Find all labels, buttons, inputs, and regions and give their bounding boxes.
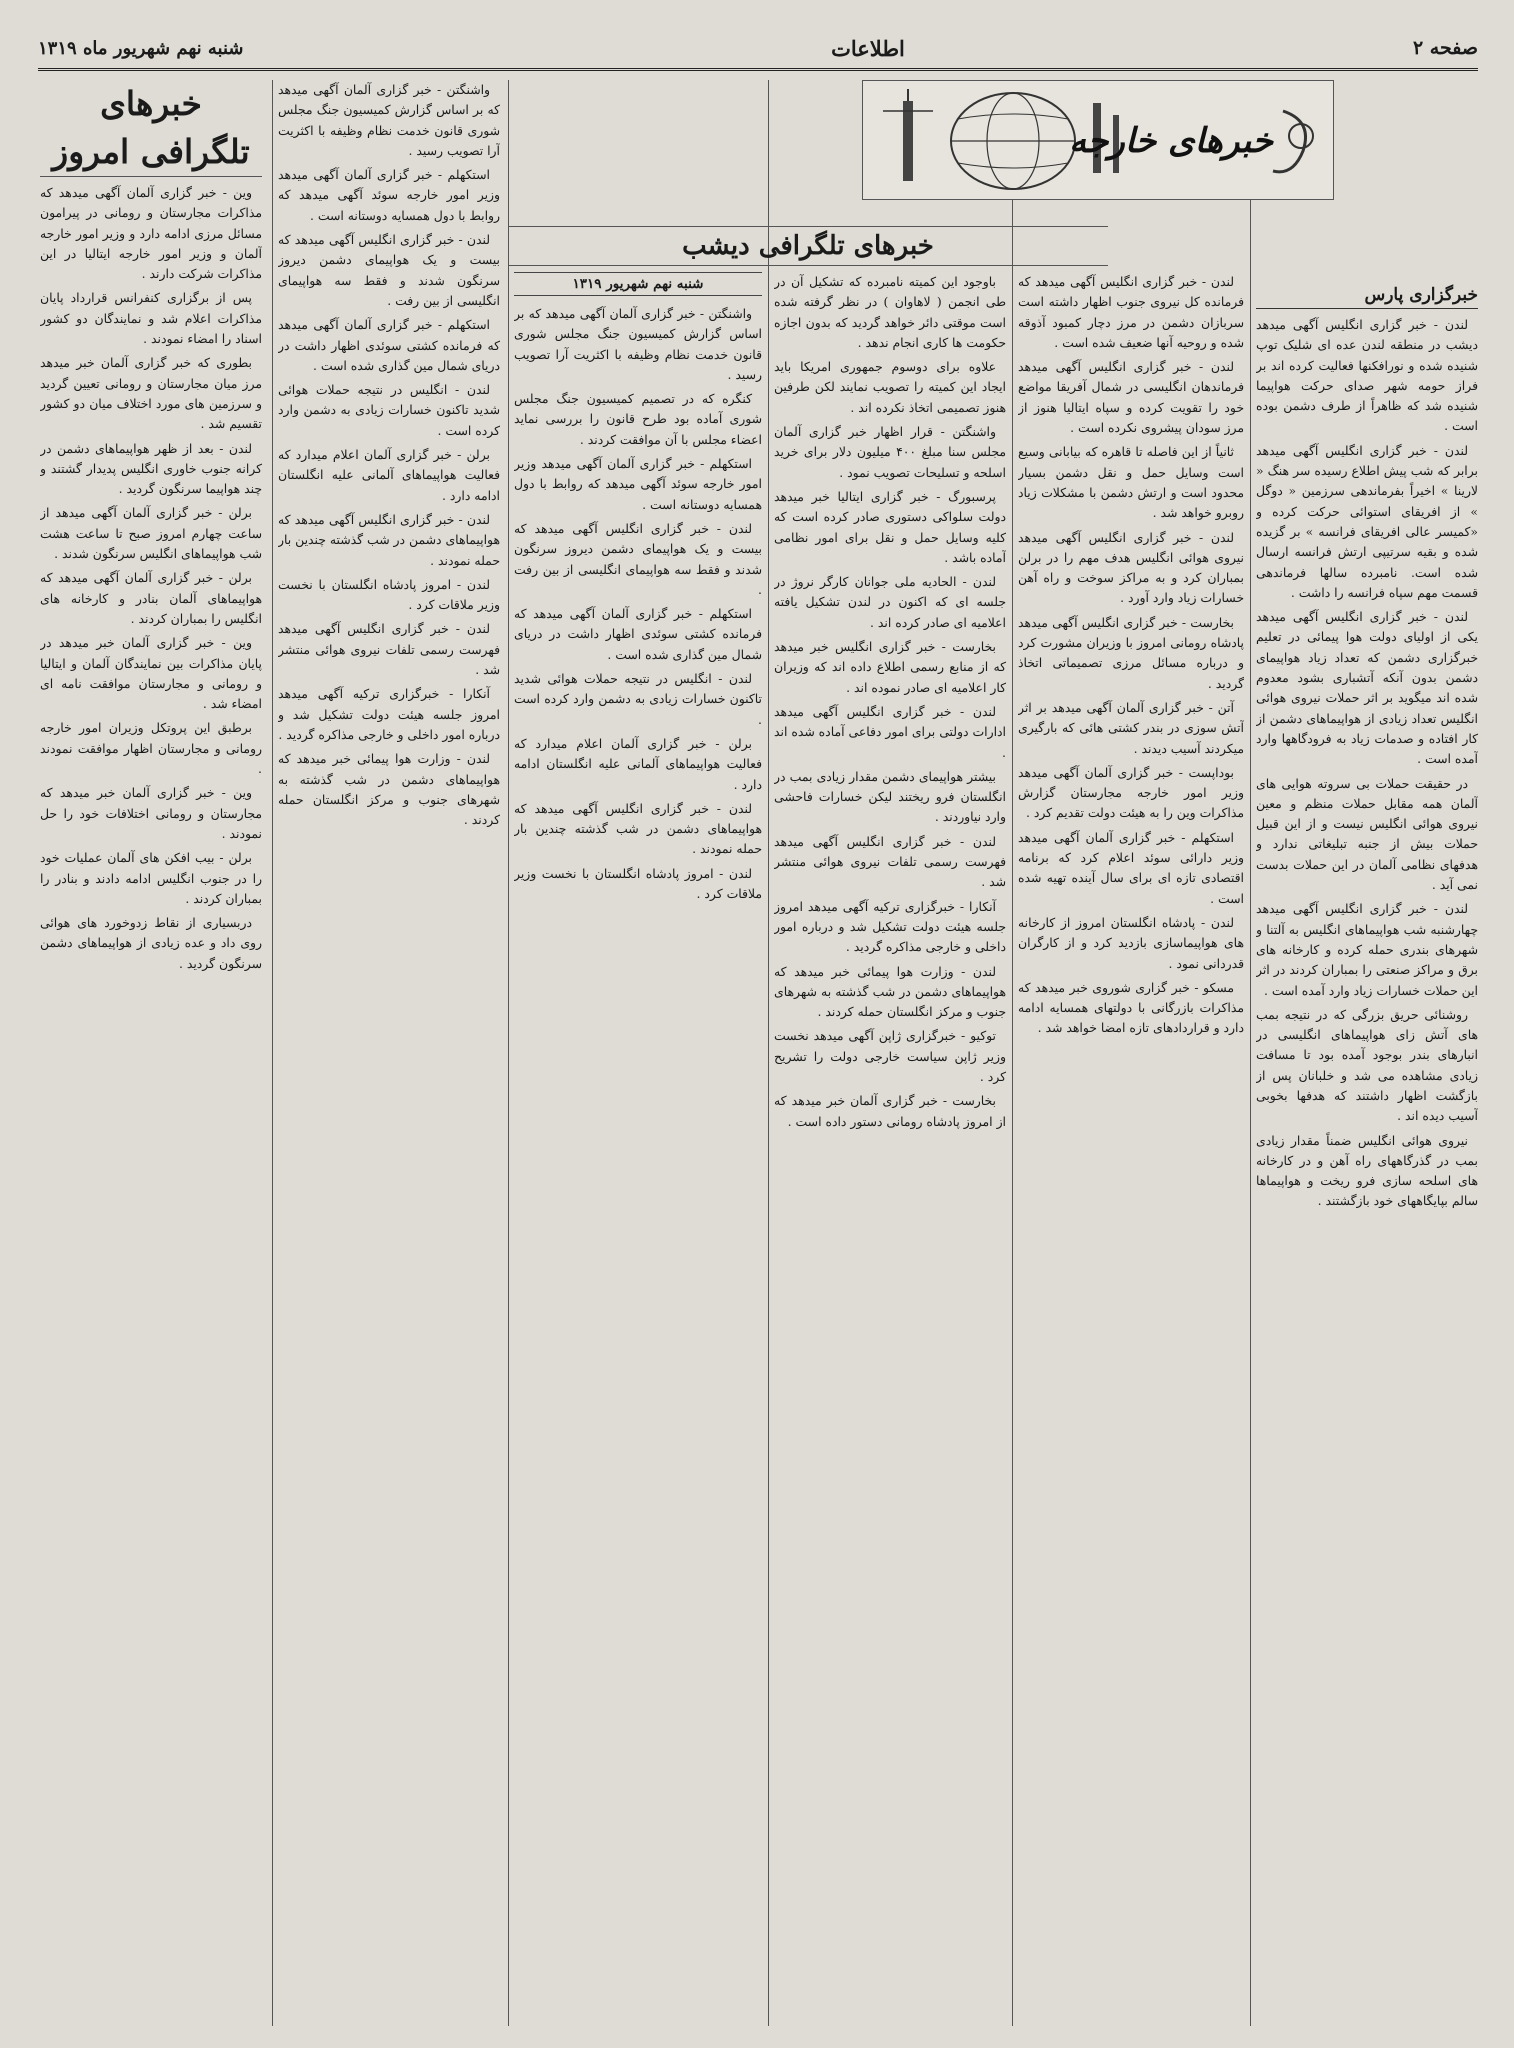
news-item: استکهلم - خبر گزاری آلمان آگهی میدهد وزیر دارائی سوئد اعلام کرد که برنامه اقتصادی تازه ای برای سال آینده تهیه شده است .: [1018, 829, 1244, 906]
news-item: باوجود این کمیته نامبرده که تشکیل آن در طی انجمن ( لاهاوان ) در نظر گرفته شده است موقتی دائر خواهد گردید که بدون اجازه حکومت ها کاری انجام ندهد .: [774, 274, 1006, 350]
news-item: بخارست - خبر گزاری انگلیس آگهی میدهد پادشاه رومانی امروز با وزیران مشورت کرد و درباره مسائل مرزی تصمیماتی اتخاذ گردید .: [1018, 614, 1244, 691]
news-item: برطبق این پروتکل وزیران امور خارجه رومانی و مجارستان اظهار موافقت نمودند .: [40, 720, 262, 777]
news-item: لندن - خبر گزاری انگلیس آگهی میدهد یکی از اولیای دولت هوا پیمائی در تعلیم خبرگزاری دشمن که تعداد زیاد هواپیمای دشمن بدون آنکه آتشباری بشود معدوم شده اند میگوید بر اثر حملات نیروی هوائی انگلیس تعداد زیادی از هواپیماهای دشمن از کار افتاده و صدمات زیاد به فرودگاهها وارد آمده است .: [1256, 609, 1478, 767]
news-item: آنکارا - خبرگزاری ترکیه آگهی میدهد امروز جلسه هیئت دولت تشکیل شد و درباره امور داخلی و خارجی مذاکره گردید .: [774, 898, 1006, 955]
column-rule: [768, 80, 769, 2026]
news-item: واشنگتن - قرار اظهار خبر گزاری آلمان مجلس سنا مبلغ ۴۰۰ میلیون دلار برای خرید اسلحه و تسلیحات تصویب نمود .: [774, 424, 1006, 480]
news-item: کنگره که در تصمیم کمیسیون جنگ مجلس شوری آماده بود طرح قانون را بررسی نماید اعضاء مجلس با آن موافقت کردند .: [514, 391, 762, 447]
news-item: وین - خبر گزاری آلمان خبر میدهد که مجارستان و رومانی اختلافات خود را حل نمودند .: [40, 785, 262, 841]
issue-date: شنبه نهم شهریور ماه ۱۳۱۹: [38, 37, 244, 59]
news-item: لندن - خبر گزاری انگلیس آگهی میدهد که بیست و یک هواپیمای دشمن دیروز سرنگون شدند و فقط سه هواپیمای انگلیسی از بین رفت .: [514, 520, 762, 597]
news-item: نیروی هوائی انگلیس ضمناً مقدار زیادی بمب در گذرگاههای راه آهن و در کارخانه های اسلحه سازی فرو ریخت و هواپیماها سالم بپایگاههای خود بازگشتند .: [1256, 1132, 1478, 1209]
column-4: [514, 80, 762, 2028]
page-number: صفحه ۲: [1412, 37, 1478, 59]
news-item: لندن - خبر گزاری انگلیس آگهی میدهد دیشب در منطقه لندن عده ای شلیک توپ شنیده شده و نورافکنها فعالیت کرده اند بر فراز حومه شهر صدای حرکت هواپیما شنیده شد که ظاهراً از طرف دشمن بوده است .: [1256, 317, 1478, 434]
news-item: استکهلم - خبر گزاری آلمان آگهی میدهد وزیر امور خارجه سوئد آگهی میدهد که روابط با دول همسایه دوستانه است .: [278, 167, 500, 223]
news-item: برلن - بیب افکن های آلمان عملیات خود را در جنوب انگلیس ادامه دادند و بنادر را بمباران کردند .: [40, 850, 262, 906]
news-item: آتن - خبر گزاری آلمان آگهی میدهد بر اثر آتش سوزی در بندر کشتی هائی که بارگیری میکردند آسیب دیدند .: [1018, 699, 1244, 756]
news-item: واشنگتن - خبر گزاری آلمان آگهی میدهد که بر اساس گزارش کمیسیون جنگ مجلس شوری قانون خدمت نظام وظیفه با اکثریت آرا تصویب رسید .: [514, 306, 762, 382]
news-item: بخارست - خبر گزاری انگلیس خبر میدهد که از منابع رسمی اطلاع داده اند که وزیران کار اعلامیه ای صادر نموده اند .: [774, 639, 1006, 695]
news-item: بیشتر هواپیمای دشمن مقدار زیادی بمب در انگلستان فرو ریختند لیکن خسارات فاحشی وارد نیاوردند .: [774, 768, 1006, 825]
news-item: لندن - خبر گزاری انگلیس آگهی میدهد برابر که شب پیش اطلاع رسیده سر هنگ « لارینا » اخیراً بفرماندهی سرزمین « دوگل » از افریقای استوائی حرکت کرده و «کمیسر عالی افریقای فرانسه » بر گزیده شده و بقیه سرتیپی ارتش فرانسه ارسال شده است. نامبرده سالها فرماندهی قسمت مهم سپاه فرانسه را داشت .: [1256, 442, 1478, 600]
column-2: [1018, 272, 1244, 2028]
news-item: لندن - خبر گزاری انگلیس آگهی میدهد که هواپیماهای دشمن در شب گذشته چندین بار حمله نمودند .: [278, 511, 500, 568]
news-item: لندن - انگلیس در نتیجه حملات هوائی شدید تاکنون خسارات زیادی به دشمن وارد کرده است .: [278, 382, 500, 438]
pars-agency-heading: خبرگزاری پارس: [1256, 282, 1478, 309]
news-item: لندن - خبر گزاری انگلیس آگهی میدهد فهرست رسمی تلفات نیروی هوائی منتشر شد .: [278, 621, 500, 678]
news-item: برلن - خبر گزاری آلمان آگهی میدهد که هواپیماهای آلمان بنادر و کارخانه های انگلیس را بمباران کردند .: [40, 570, 262, 626]
news-item: استکهلم - خبر گزاری آلمان آگهی میدهد وزیر امور خارجه سوئد آگهی میدهد که روابط با دول همسایه دوستانه است .: [514, 456, 762, 512]
news-item: لندن - خبر گزاری انگلیس آگهی میدهد فرماندهان انگلیسی در شمال آفریقا مواضع خود را تقویت کرده و سپاه ایتالیا هنوز از مرز سودان پیشروی نکرده است .: [1018, 359, 1244, 436]
news-item: لندن - وزارت هوا پیمائی خبر میدهد که هواپیماهای دشمن در شب گذشته به شهرهای جنوب و مرکز انگلستان حمله کردند .: [774, 963, 1006, 1020]
news-item: توکیو - خبرگزاری ژاپن آگهی میدهد نخست وزیر ژاپن سیاست خارجی دولت را تشریح کرد .: [774, 1028, 1006, 1084]
news-item: لندن - پادشاه انگلستان امروز از کارخانه های هواپیماسازی بازدید کرد و از کارگران قدردانی نمود .: [1018, 914, 1244, 971]
section-headline-night-telegraph: خبرهای تلگرافی دیشب: [508, 226, 1108, 266]
news-item: برلن - خبر گزاری آلمان اعلام میدارد که فعالیت هواپیماهای آلمانی علیه انگلستان ادامه دارد .: [514, 735, 762, 792]
news-item: لندن - خبر گزاری انگلیس آگهی میدهد فهرست رسمی تلفات نیروی هوائی منتشر شد .: [774, 833, 1006, 890]
news-item: لندن - بعد از ظهر هواپیماهای دشمن در کرانه جنوب خاوری انگلیس پدیدار گشتند و چند هواپیما سرنگون گردید .: [40, 440, 262, 497]
news-item: وین - خبر گزاری آلمان آگهی میدهد که مذاکرات مجارستان و رومانی در پیرامون مسائل مرزی ادامه دارد و وزیر امور خارجه آلمان و وزیر امور خارجه ایتالیا در این مذاکرات شرکت دارند .: [40, 185, 262, 282]
column-rule: [272, 80, 273, 2026]
news-item: لندن - وزارت هوا پیمائی خبر میدهد که هواپیماهای دشمن در شب گذشته به شهرهای جنوب و مرکز انگلستان حمله کردند .: [278, 751, 500, 828]
column-3: [774, 272, 1006, 2028]
news-item: برلن - خبر گزاری آلمان اعلام میدارد که فعالیت هواپیماهای آلمانی علیه انگلستان ادامه دارد .: [278, 447, 500, 503]
newspaper-name: اطلاعات: [831, 35, 905, 61]
news-item: لندن - امروز پادشاه انگلستان با نخست وزیر ملاقات کرد .: [278, 576, 500, 613]
news-item: لندن - خبر گزاری انگلیس آگهی میدهد چهارشنبه شب هواپیماهای انگلیس به آلتنا و شهرهای بندری حمله کرده و کارخانه های برق و مراکز صنعتی را بمباران کردند در اثر این حملات خسارات زیاد وارد آمده است .: [1256, 901, 1478, 998]
news-item: مسکو - خبر گزاری شوروی خبر میدهد که مذاکرات بازرگانی با دولتهای همسایه ادامه دارد و قراردادهای تازه امضا خواهد شد .: [1018, 979, 1244, 1036]
news-item: در حقیقت حملات بی سروته هوایی های آلمان همه مقابل حملات منظم و معین نیروی هوائی انگلیس نیست و از این قبیل حملات بیش از جنبه تبلیغاتی ندارد و هدفهای نظامی آلمان در این حملات بدست نمی آید .: [1256, 775, 1478, 893]
column-rule: [508, 80, 509, 2026]
column-5: [40, 80, 262, 2028]
news-item: لندن - الحادیه ملی جوانان کارگر نروژ در جلسه ای که اکنون در لندن تشکیل یافته اعلامیه ای صادر کرده اند .: [774, 574, 1006, 630]
news-item: وین - خبر گزاری آلمان خبر میدهد در پایان مذاکرات بین نمایندگان آلمان و ایتالیا و رومانی و مجارستان موافقت نامه ای امضاء شد .: [40, 635, 262, 712]
news-item: آنکارا - خبرگزاری ترکیه آگهی میدهد امروز جلسه هیئت دولت تشکیل شد و درباره امور داخلی و خارجی مذاکره گردید .: [278, 686, 500, 742]
news-item: واشنگتن - خبر گزاری آلمان آگهی میدهد که بر اساس گزارش کمیسیون جنگ مجلس شوری قانون خدمت نظام وظیفه با اکثریت آرا تصویب رسید .: [278, 82, 500, 158]
news-item: برلن - خبر گزاری آلمان آگهی میدهد از ساعت چهارم امروز صبح تا ساعت هشت شب هواپیماهای انگلیس سرنگون شدند .: [40, 505, 262, 562]
column-5b: [278, 80, 500, 2028]
news-item: لندن - امروز پادشاه انگلستان با نخست وزیر ملاقات کرد .: [514, 865, 762, 902]
news-item: بوداپست - خبر گزاری آلمان آگهی میدهد وزیر امور خارجه مجارستان گزارش مذاکرات وین را به هیئت دولت تقدیم کرد .: [1018, 764, 1244, 821]
section-dateline: شنبه نهم شهریور ۱۳۱۹: [514, 272, 762, 296]
news-item: لندن - خبر گزاری انگلیس آگهی میدهد نیروی هوائی انگلیس هدف مهم را در برلن بمباران کرد و به مراکز سوخت و راه آهن خسارات زیاد وارد آورد .: [1018, 529, 1244, 606]
news-item: لندن - خبر گزاری انگلیس آگهی میدهد که بیست و یک هواپیمای دشمن دیروز سرنگون شدند و فقط سه هواپیمای انگلیسی از بین رفت .: [278, 232, 500, 308]
news-item: لندن - خبر گزاری انگلیس آگهی میدهد ادارات دولتی برای امور دفاعی آماده شده اند .: [774, 703, 1006, 760]
news-item: لندن - انگلیس در نتیجه حملات هوائی شدید تاکنون خسارات زیادی به دشمن وارد کرده است .: [514, 671, 762, 727]
news-item: لندن - خبر گزاری انگلیس آگهی میدهد که هواپیماهای دشمن در شب گذشته چندین بار حمله نمودند .: [514, 800, 762, 857]
news-item: ثانیاً از این فاصله تا قاهره که بیابانی وسیع است وسایل حمل و نقل دشمن بسیار محدود است و ارتش دشمن با مشکلات زیاد روبرو خواهد شد .: [1018, 444, 1244, 521]
column-rule: [1250, 80, 1251, 2026]
section-headline-today-telegraph: خبرهای تلگرافی امروز: [40, 80, 262, 177]
foreign-news-banner: [862, 80, 1334, 200]
news-item: استکهلم - خبر گزاری آلمان آگهی میدهد که فرمانده کشتی سوئدی اظهار داشت در دریای شمال مین گذاری شده است .: [514, 606, 762, 662]
news-item: لندن - خبر گزاری انگلیس آگهی میدهد که فرمانده کل نیروی جنوب اظهار داشته است سربازان دشمن در مرز دچار کمبود آذوقه شده و روحیه آنها ضعیف شده است .: [1018, 274, 1244, 350]
news-item: استکهلم - خبر گزاری آلمان آگهی میدهد که فرمانده کشتی سوئدی اظهار داشت در دریای شمال مین گذاری شده است .: [278, 317, 500, 373]
news-item: بطوری که خبر گزاری آلمان خبر میدهد مرز میان مجارستان و رومانی تعیین گردید و سرزمین های مورد اختلاف میان دو کشور تقسیم شد .: [40, 355, 262, 432]
news-item: روشنائی حریق بزرگی که در نتیجه بمب های آتش زای هواپیماهای انگلیسی در انبارهای بندر بوجود آمده بود تا مسافت زیادی مشاهده می شد و خلبانان پس از بازگشت اظهار داشتند که هدفها بخوبی آسیب دیده اند .: [1256, 1006, 1478, 1124]
news-item: پرسبورگ - خبر گزاری ایتالیا خبر میدهد دولت سلواکی دستوری صادر کرده است که کلیه وسایل حمل و نقل برای امور نظامی آماده باشد .: [774, 488, 1006, 565]
news-item: پس از برگزاری کنفرانس قرارداد پایان مذاکرات اعلام شد و نمایندگان دو کشور اسناد را امضاء نمودند .: [40, 290, 262, 347]
column-rule: [1012, 80, 1013, 2026]
column-1: [1256, 282, 1478, 2028]
news-item: دربسیاری از نقاط زدوخورد های هوائی روی داد و عده زیادی از هواپیماهای دشمن سرنگون گردید .: [40, 915, 262, 971]
news-item: علاوه برای دوسوم جمهوری امریکا باید ایجاد این کمیته را تصویب نمایند لکن طرفین هنوز تصمیمی اتخاذ نکرده اند .: [774, 359, 1006, 415]
masthead: [38, 28, 1478, 71]
banner-title: خبرهای خارجه: [1069, 121, 1273, 161]
news-item: بخارست - خبر گزاری آلمان خبر میدهد که از امروز پادشاه رومانی دستور داده است .: [774, 1093, 1006, 1129]
